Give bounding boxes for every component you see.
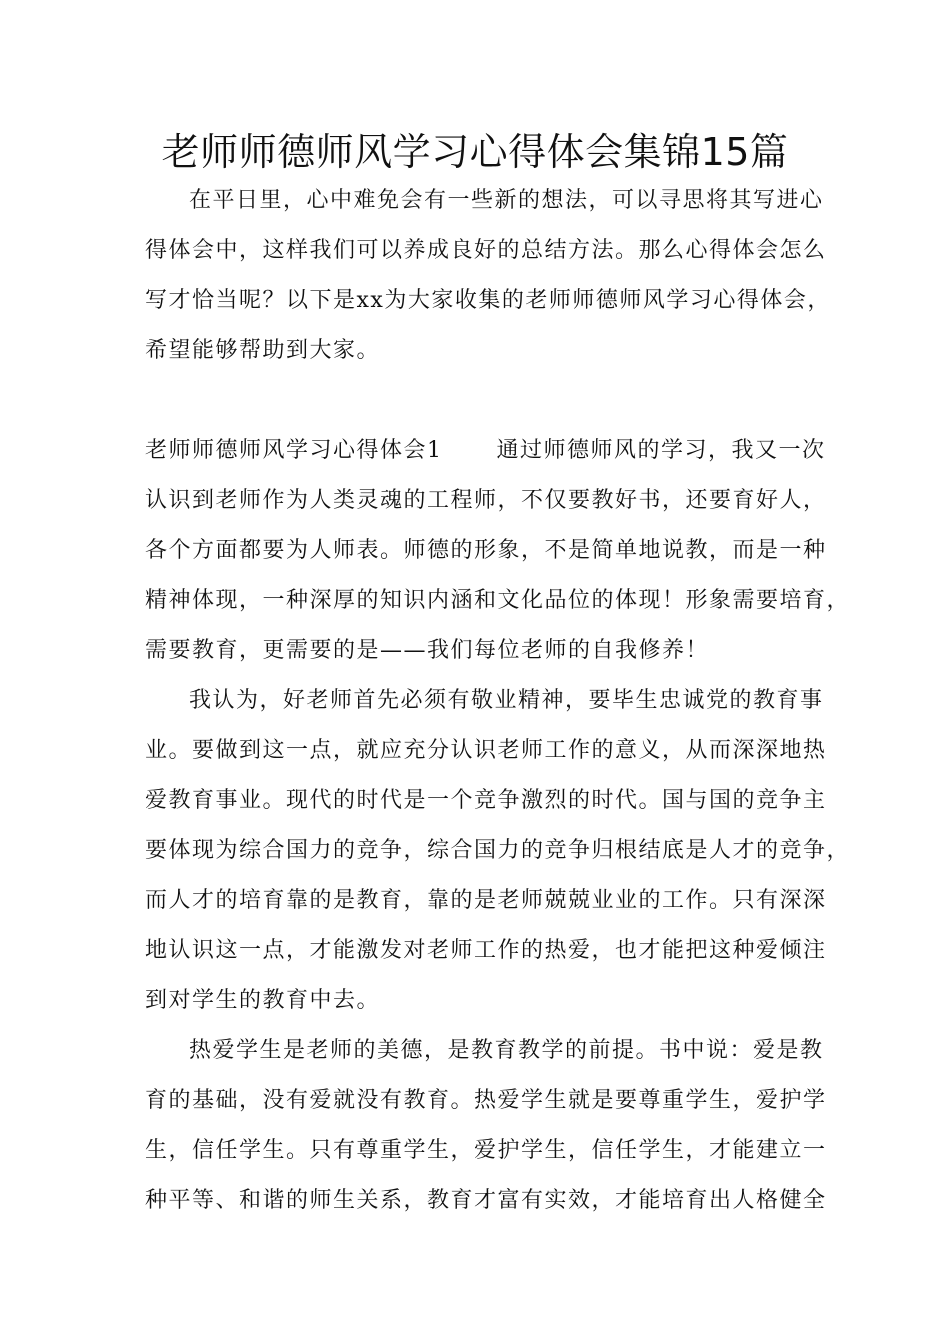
paragraph-line: 热爱学生是老师的美德，是教育教学的前提。书中说：爱是教 — [189, 1038, 824, 1063]
paragraph-line: 地认识这一点，才能激发对老师工作的热爱，也才能把这种爱倾注 — [145, 938, 827, 963]
paragraph-line: 业。要做到这一点，就应充分认识老师工作的意义，从而深深地热 — [145, 738, 827, 763]
paragraph-line: 种平等、和谐的师生关系，教育才富有实效，才能培育出人格健全 — [145, 1188, 827, 1213]
paragraph-line: 到对学生的教育中去。 — [145, 988, 381, 1013]
intro-line: 希望能够帮助到大家。 — [145, 338, 381, 363]
section-heading: 老师师德师风学习心得体会1 — [145, 438, 443, 463]
section-line: 认识到老师作为人类灵魂的工程师，不仅要教好书，还要育好人， — [145, 488, 827, 513]
document-title: 老师师德师风学习心得体会集锦15篇 — [161, 130, 789, 174]
section-line: 精神体现，一种深厚的知识内涵和文化品位的体现！形象需要培育， — [145, 588, 851, 613]
intro-line: 写才恰当呢？以下是xx为大家收集的老师师德师风学习心得体会， — [145, 288, 831, 313]
intro-line: 在平日里，心中难免会有一些新的想法，可以寻思将其写进心 — [189, 188, 824, 213]
paragraph-line: 生，信任学生。只有尊重学生，爱护学生，信任学生，才能建立一 — [145, 1138, 827, 1163]
section-first-line-text: 通过师德师风的学习，我又一次 — [496, 438, 826, 463]
paragraph-line: 育的基础，没有爱就没有教育。热爱学生就是要尊重学生，爱护学 — [145, 1088, 827, 1113]
section-line: 需要教育，更需要的是——我们每位老师的自我修养！ — [145, 638, 710, 663]
section-first-line — [145, 436, 825, 466]
paragraph-line: 而人才的培育靠的是教育，靠的是老师兢兢业业的工作。只有深深 — [145, 888, 827, 913]
intro-line: 得体会中，这样我们可以养成良好的总结方法。那么心得体会怎么 — [145, 238, 827, 263]
paragraph-line: 要体现为综合国力的竞争，综合国力的竞争归根结底是人才的竞争， — [145, 838, 851, 863]
paragraph-line: 我认为，好老师首先必须有敬业精神，要毕生忠诚党的教育事 — [189, 688, 824, 713]
section-line: 各个方面都要为人师表。师德的形象，不是简单地说教，而是一种 — [145, 538, 827, 563]
paragraph-line: 爱教育事业。现代的时代是一个竞争激烈的时代。国与国的竞争主 — [145, 788, 827, 813]
